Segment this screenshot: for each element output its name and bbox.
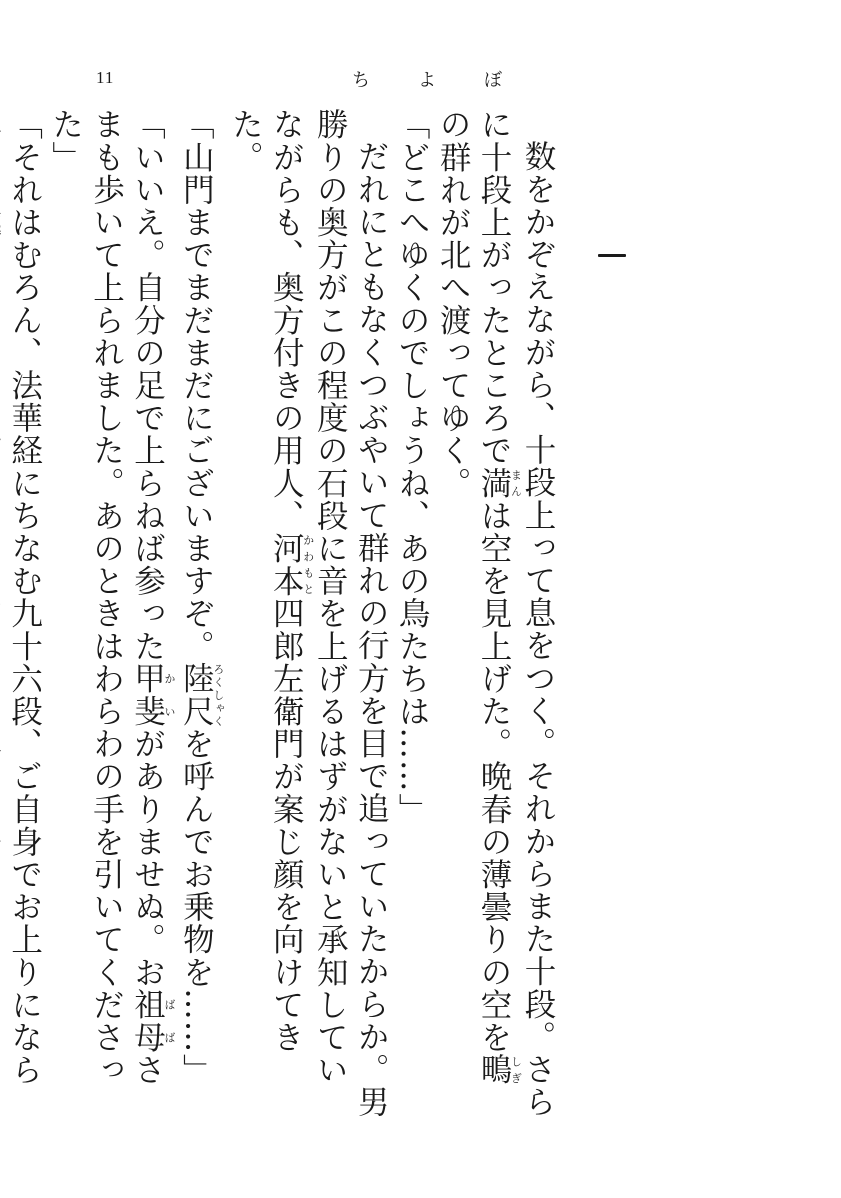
text-run: 「いいえ。自分の足で上らねば参った (129, 108, 166, 663)
ruby-base: 満 (476, 466, 512, 500)
ruby-base: 祖母 (129, 988, 166, 1054)
ruby-reading: ろくしゃく (211, 662, 225, 728)
dialogue-paragraph (45, 108, 176, 1118)
ruby-annotation (129, 988, 176, 1054)
ruby-annotation (476, 466, 523, 500)
text-run: 四郎左衛門が案じ顔を向けてきた。 (227, 108, 305, 1054)
text-run: は空を見上げた。晩春の薄曇りの空を (476, 499, 512, 1054)
narration-paragraph (224, 108, 391, 1118)
body-text (6, 108, 558, 1118)
ruby-reading: かい (162, 662, 176, 728)
text-run: だれにともなくつぶやいて群れの行方を目で追っていたからか。男勝りの奥方がこの程度の石段に音を上げるはずがないと承知していながらも、奥方付きの用人、 (268, 108, 390, 1118)
dialogue-paragraph (175, 108, 224, 1118)
text-run: 「どこへゆくのでしょうね、あの鳥たちは……」 (394, 108, 431, 826)
ruby-annotation (476, 1053, 523, 1087)
chapter-heading (596, 242, 628, 250)
text-run: さまも歩いて上られました。あのときはわらわの手を引いてくださった」 (47, 108, 166, 1087)
ruby-reading: かわもと (301, 531, 315, 597)
narration-paragraph (432, 108, 558, 1118)
ruby-annotation (268, 531, 315, 598)
running-title-char: よ (418, 70, 436, 91)
text-run: の群れが北へ渡ってゆく。 (435, 108, 472, 500)
text-run: 「山門までまだまだにございますぞ。 (178, 108, 215, 663)
page-number: 11 (96, 68, 115, 87)
text-run: 数をかぞえながら、十段上って息をつく。それからまた十段。さらに十段上がったところで (476, 108, 556, 1118)
ruby-reading: しぎ (509, 1053, 523, 1087)
ruby-annotation (178, 662, 225, 728)
ruby-reading: まん (509, 466, 523, 500)
ruby-base: 甲斐 (129, 662, 166, 728)
dialogue-paragraph (391, 108, 432, 1118)
running-title (352, 66, 502, 92)
running-title-char: ち (352, 70, 370, 91)
ruby-reading: ばば (162, 988, 176, 1054)
text-run: 「それはむろん、法華経にちなむ九十六段、ご自身でお上りになら (6, 108, 43, 1086)
ruby-annotation (129, 662, 176, 728)
text-run: がありませぬ。お (129, 727, 166, 989)
running-title-char: ぼ (484, 70, 502, 91)
text-run: を呼んでお乗物を……」 (178, 727, 215, 1087)
ruby-base: 陸尺 (178, 662, 215, 728)
chapter-number-glyph (598, 254, 626, 257)
dialogue-paragraph (0, 108, 45, 1118)
ruby-base: 鴫 (476, 1053, 512, 1087)
ruby-base: 河本 (268, 531, 305, 598)
